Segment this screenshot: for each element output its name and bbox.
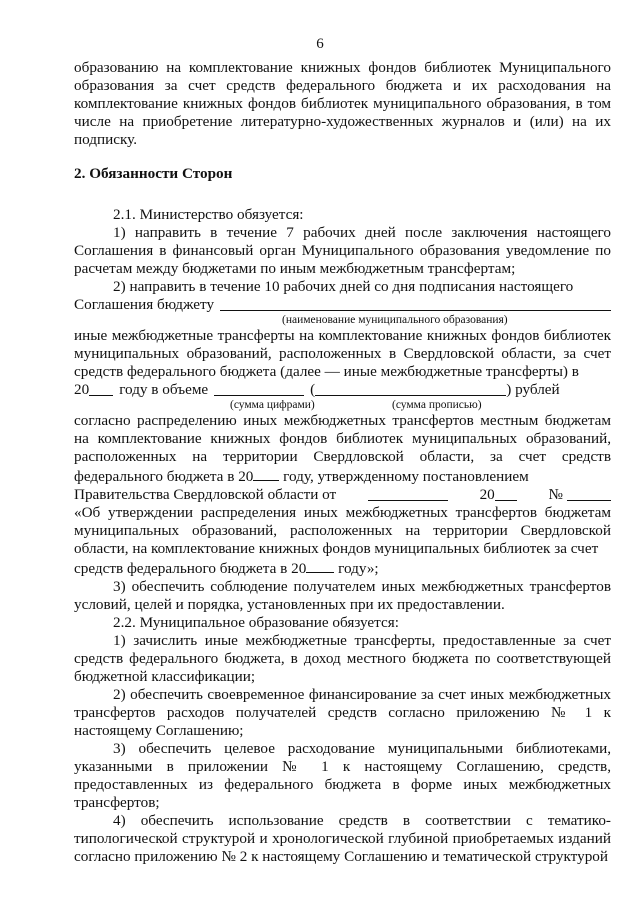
sum-words-caption: (сумма прописью) xyxy=(392,399,482,411)
government-year-prefix: 20 xyxy=(479,486,495,503)
resolution-year-blank xyxy=(306,558,334,573)
government-year-blank xyxy=(495,486,517,501)
ministry-heading: 2.1. Министерство обязуется: xyxy=(113,206,304,223)
budget-prefix: Соглашения бюджету xyxy=(74,296,215,313)
section-title: 2. Обязанности Сторон xyxy=(74,165,233,182)
ministry-item-1: 1) направить в течение 7 рабочих дней после заключения настоящего Соглашения в финансовый орган Муниципального образования уведомление по расчетам между бюджетами по иным межбюджетным трансфертам; xyxy=(74,224,611,277)
municipal-item-1: 1) зачислить иные межбюджетные трансферты, предоставленные за счет средств федерального бюджета, в доход местного бюджета по соответствующей бюджетной классификации; xyxy=(74,632,611,685)
municipality-caption-row xyxy=(74,314,611,327)
municipal-item-2: 2) обеспечить своевременное финансирование за счет иных межбюджетных трансфертов расходов получателей средств согласно приложению № 1 к настоящему Соглашению; xyxy=(74,686,611,739)
open-paren: ( xyxy=(310,381,316,398)
ministry-item-2-text: иные межбюджетные трансферты на комплектование книжных фондов библиотек муниципальных образований, расположенных в Свердловской области, за счет средств федерального бюджета (далее — иные межбюджетные трансферты) в xyxy=(74,327,611,380)
ministry-item-2-distribution xyxy=(74,412,611,486)
resolution-title: «Об утверждении распределения иных межбюджетных трансфертов бюджетам муниципальных образований, расположенных на территории Свердловской области, на комплектование книжных фондов муниципальных библиотек за счет xyxy=(74,504,611,557)
year-blank xyxy=(89,381,113,396)
distribution-text: согласно распределению иных межбюджетных трансфертов местным бюджетам на комплектование книжных фондов библиотек муниципальных образований, расположенных на территории Свердловской области, за счет средств федерального бюджета в xyxy=(74,412,611,485)
government-prefix: Правительства Свердловской области от xyxy=(74,486,337,503)
ministry-item-2-start: 2) направить в течение 10 рабочих дней со дня подписания настоящего xyxy=(113,278,574,295)
municipality-blank xyxy=(220,296,611,311)
year-prefix: 20 xyxy=(74,381,90,398)
municipality-caption: (наименование муниципального образования) xyxy=(282,314,508,326)
government-line xyxy=(74,486,611,504)
resolution-title-end xyxy=(74,558,611,578)
distribution-year-blank xyxy=(253,466,279,481)
government-number-sign: № xyxy=(548,486,563,503)
sum-digits-caption: (сумма цифрами) xyxy=(230,399,315,411)
ministry-item-3: 3) обеспечить соблюдение получателем иных межбюджетных трансфертов условий, целей и порядка, установленных при их предоставлении. xyxy=(74,578,611,613)
resolution-year-prefix: средств федерального бюджета в 20 xyxy=(74,560,307,577)
sum-words-blank xyxy=(315,381,506,396)
municipal-item-3: 3) обеспечить целевое расходование муниципальными библиотеками, указанными в приложении № 1 к настоящему Соглашению, средств, предоставленных из федерального бюджета в форме иных межбюджетных трансфертов; xyxy=(74,740,611,811)
resolution-year-suffix: году»; xyxy=(338,560,379,577)
distribution-text-end: году, утвержденному постановлением xyxy=(283,468,529,485)
municipal-heading: 2.2. Муниципальное образование обязуется: xyxy=(113,614,399,631)
intro-paragraph: образованию на комплектование книжных фондов библиотек Муниципального образования за счет средств федерального бюджета и их расходования на комплектование книжных фондов библиотек муниципального образования, в том числе на приобретение литературно-художественных журналов и (или) на их подписку. xyxy=(74,59,611,148)
municipal-item-4: 4) обеспечить использование средств в соответствии с тематико-типологической структурой и хронологической глубиной приобретаемых изданий согласно приложению № 2 к настоящему Соглашению и тематической структурой xyxy=(74,812,611,865)
sum-caption-row xyxy=(74,399,611,412)
government-date-blank xyxy=(368,486,448,501)
document-body xyxy=(74,59,611,866)
rubles-label: ) рублей xyxy=(506,381,560,398)
amount-line xyxy=(74,381,611,399)
year-suffix: году в объеме xyxy=(119,381,209,398)
budget-line xyxy=(74,296,611,314)
sum-digits-blank xyxy=(214,381,304,396)
distribution-year-prefix: 20 xyxy=(238,468,254,485)
page-number: 6 xyxy=(316,36,324,52)
government-number-blank xyxy=(567,486,611,501)
